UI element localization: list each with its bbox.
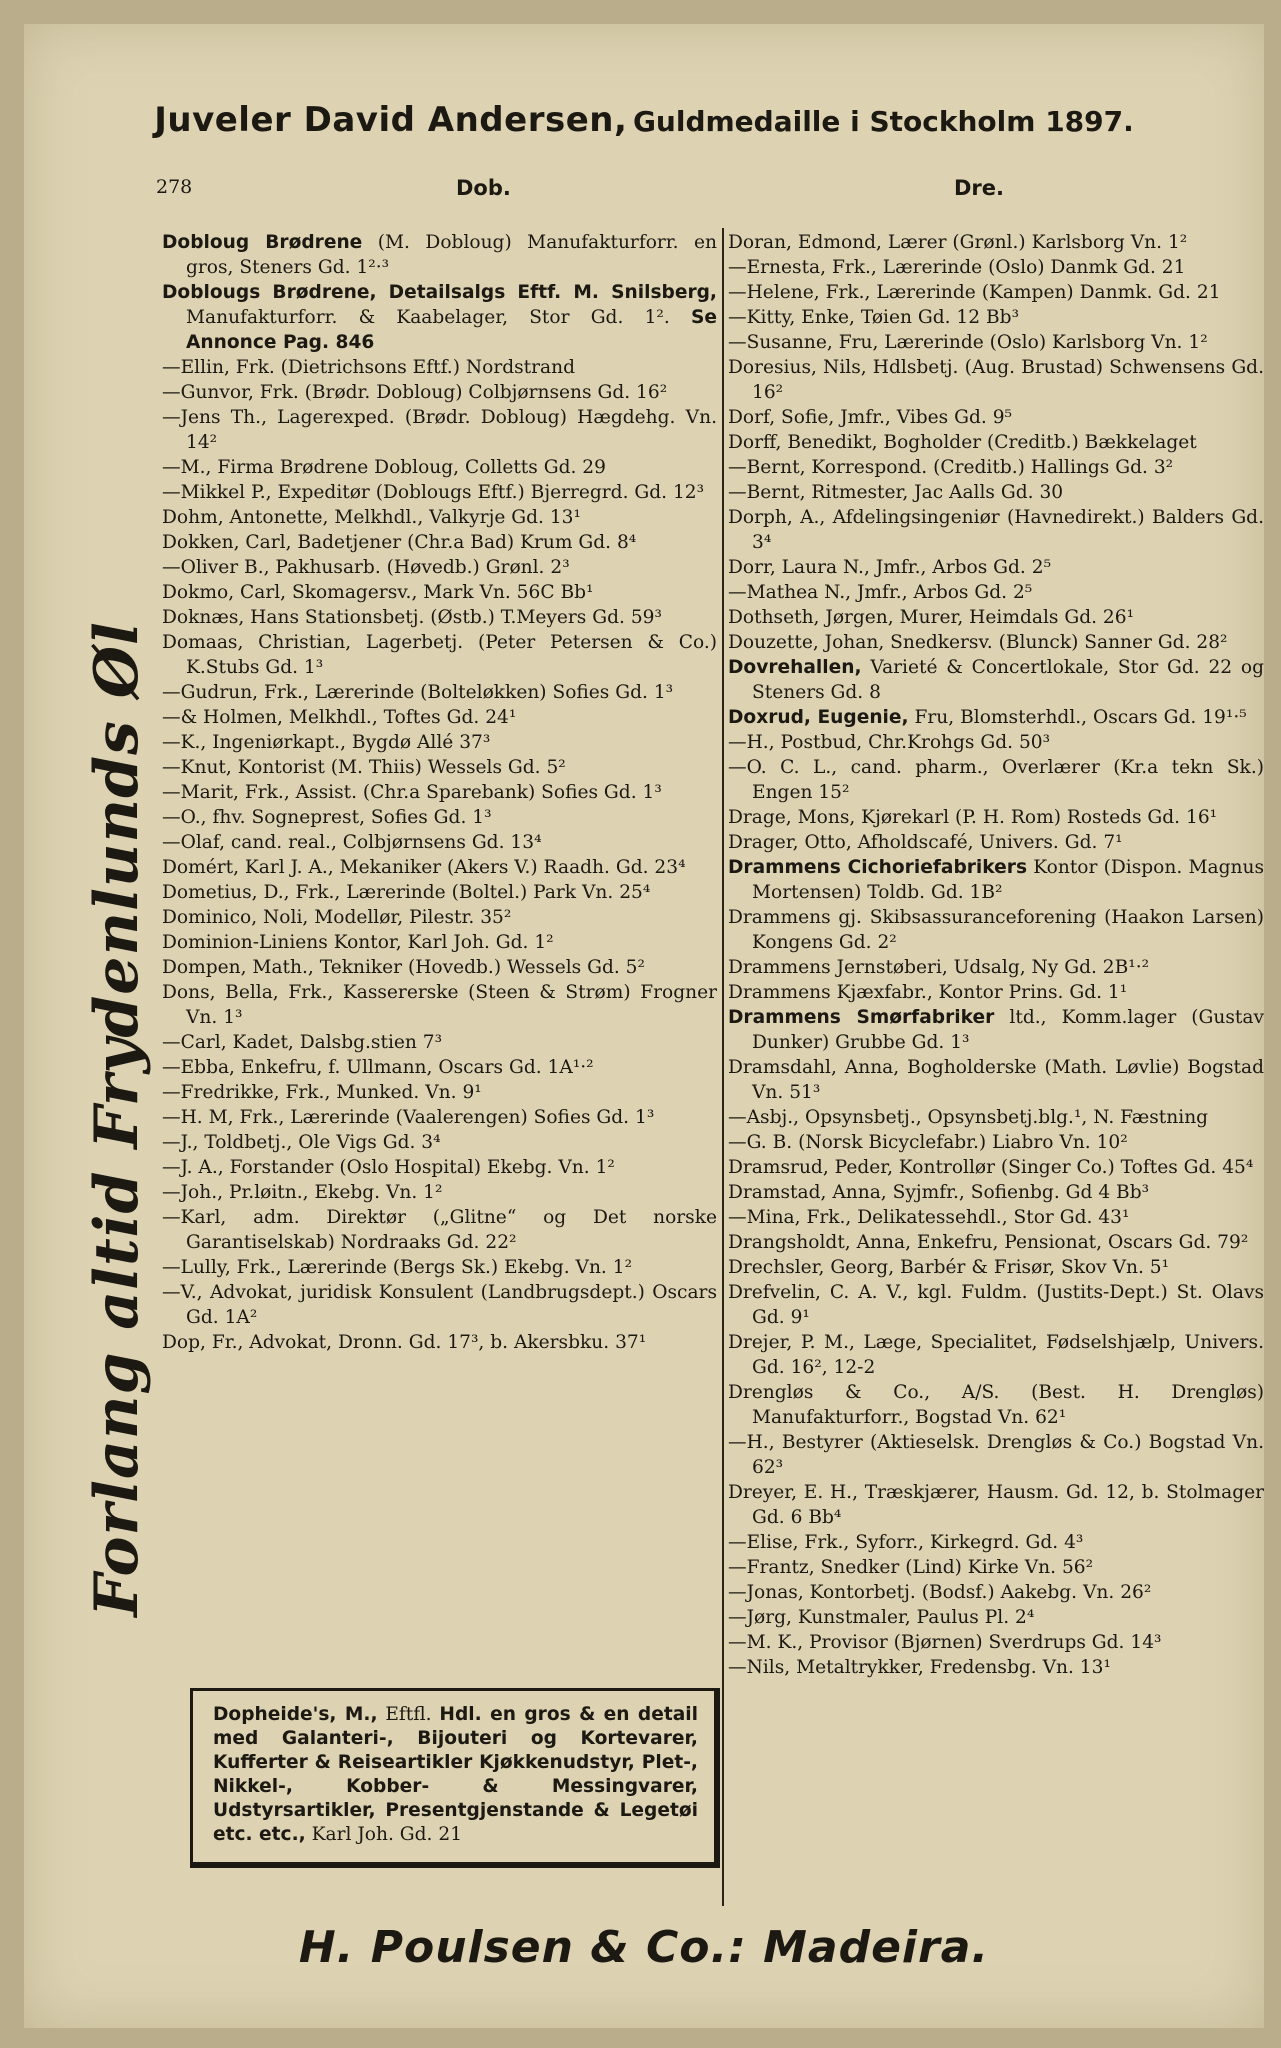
entry-text: Drager, Otto, Afholdscafé, Univers. Gd. 7¹ [728,832,1123,853]
directory-entry [162,1055,717,1080]
directory-entry [162,1080,717,1105]
directory-entry [162,530,717,555]
directory-entry [728,655,1264,705]
directory-entry [728,580,1264,605]
directory-entry [728,955,1264,980]
entry-reference-bold: Se Annonce Pag. 846 [186,307,717,353]
entry-text: —M., Firma Brødrene Dobloug, Colletts Gd. 29 [162,457,606,478]
entry-text: Fru, Blomsterhdl., Oscars Gd. 19¹·⁵ [908,707,1247,728]
directory-entry [162,1330,717,1355]
entry-text: (M. Dobloug) Manufakturforr. en gros, Steners Gd. 1²·³ [186,232,717,278]
entry-text: —Ebba, Enkefru, f. Ullmann, Oscars Gd. 1A¹·² [162,1057,594,1078]
entry-text: Dramsrud, Peder, Kontrollør (Singer Co.) Toftes Gd. 45⁴ [728,1157,1254,1178]
directory-entry [728,830,1264,855]
directory-entry [728,1530,1264,1555]
entry-text: —J., Toldbetj., Ole Vigs Gd. 3⁴ [162,1132,441,1153]
entry-text: Doran, Edmond, Lærer (Grønl.) Karlsborg Vn. 1² [728,232,1188,253]
entry-text: Dometius, D., Frk., Lærerinde (Boltel.) Park Vn. 25⁴ [162,882,651,903]
directory-entry [728,505,1264,555]
entry-text: —K., Ingeniørkapt., Bygdø Allé 37³ [162,732,491,753]
entry-text: —Mikkel P., Expeditør (Doblougs Eftf.) Bjerregrd. Gd. 12³ [162,482,705,503]
entry-text: Drammens Kjæxfabr., Kontor Prins. Gd. 1¹ [728,982,1128,1003]
directory-entry [728,305,1264,330]
directory-entry [728,805,1264,830]
entry-text: —Oliver B., Pakhusarb. (Høvedb.) Grønl. 2³ [162,557,570,578]
entry-text: —Marit, Frk., Assist. (Chr.a Sparebank) Sofies Gd. 1³ [162,782,662,803]
directory-entry [728,905,1264,955]
entry-name-bold: Dobloug Brødrene [162,232,363,253]
entry-name-bold: Doxrud, Eugenie, [728,707,909,728]
directory-entry [728,1205,1264,1230]
directory-entry [162,630,717,680]
directory-entry [162,905,717,930]
directory-entry [728,430,1264,455]
directory-entry [728,405,1264,430]
directory-entry [162,1030,717,1055]
entry-text: —H., Postbud, Chr.Krohgs Gd. 50³ [728,732,1051,753]
directory-entry [728,730,1264,755]
directory-entry [728,1155,1264,1180]
directory-entry [728,330,1264,355]
banner-right: Guldmedaille i Stockholm 1897. [632,105,1134,138]
entry-text: —V., Advokat, juridisk Konsulent (Landbrugsdept.) Oscars Gd. 1A² [162,1282,717,1328]
directory-entry [162,455,717,480]
entry-text: —Karl, adm. Direktør („Glitne“ og Det norske Garantiselskab) Nordraaks Gd. 22² [162,1207,717,1253]
entry-text: —Joh., Pr.løitn., Ekebg. Vn. 1² [162,1182,443,1203]
entry-text: Dorr, Laura N., Jmfr., Arbos Gd. 2⁵ [728,557,1052,578]
entry-text: Dothseth, Jørgen, Murer, Heimdals Gd. 26¹ [728,607,1135,628]
directory-entry [162,355,717,380]
directory-entry [728,855,1264,905]
side-advert [82,614,152,1624]
directory-entry [162,780,717,805]
directory-entry [162,880,717,905]
entry-text: Drangsholdt, Anna, Enkefru, Pensionat, Oscars Gd. 79² [728,1232,1249,1253]
directory-entry [728,605,1264,630]
directory-entry [162,1280,717,1330]
directory-entry [728,230,1264,255]
entry-text: —Asbj., Opsynsbetj., Opsynsbetj.blg.¹, N. Fæstning [728,1107,1209,1128]
directory-entry [162,680,717,705]
entry-text: Drechsler, Georg, Barbér & Frisør, Skov Vn. 5¹ [728,1257,1170,1278]
entry-text: —Carl, Kadet, Dalsbg.stien 7³ [162,1032,443,1053]
ad-bold-1: Dopheide's, M., [213,1704,378,1725]
entry-text: —Jørg, Kunstmaler, Paulus Pl. 2⁴ [728,1607,1035,1628]
directory-entry [162,1105,717,1130]
directory-entry [728,255,1264,280]
entry-text: Dons, Bella, Frk., Kassererske (Steen & Strøm) Frogner Vn. 1³ [162,982,717,1028]
entry-text: Domért, Karl J. A., Mekaniker (Akers V.) Raadh. Gd. 23⁴ [162,857,686,878]
entry-text: —Gunvor, Frk. (Brødr. Dobloug) Colbjørnsens Gd. 16² [162,382,668,403]
entry-text: Drammens Jernstøberi, Udsalg, Ny Gd. 2B¹·² [728,957,1150,978]
directory-entry [728,1180,1264,1205]
directory-entry [162,580,717,605]
directory-entry [162,830,717,855]
entry-text: Dompen, Math., Tekniker (Hovedb.) Wessels Gd. 5² [162,957,645,978]
page-number: 278 [156,176,193,198]
right-column [728,230,1264,1680]
left-column [162,230,717,1355]
directory-entry [162,480,717,505]
directory-entry [728,1555,1264,1580]
entry-text: —Kitty, Enke, Tøien Gd. 12 Bb³ [728,307,1020,328]
directory-entry [162,705,717,730]
directory-entry [728,1055,1264,1105]
entry-text: —Bernt, Ritmester, Jac Aalls Gd. 30 [728,482,1064,503]
entry-name-bold: Doblougs Brødrene, Detailsalgs Eftf. M. Snilsberg, [162,282,717,303]
entry-name-bold: Dovrehallen, [728,657,862,678]
entry-text: —Ernesta, Frk., Lærerinde (Oslo) Danmk Gd. 21 [728,257,1186,278]
directory-entry [728,480,1264,505]
directory-entry [162,980,717,1030]
directory-entry [728,1580,1264,1605]
entry-text: Drammens gj. Skibsassuranceforening (Haakon Larsen) Kongens Gd. 2² [728,907,1264,953]
entry-name-bold: Drammens Cichoriefabrikers [728,857,1028,878]
entry-text: Dorff, Benedikt, Bogholder (Creditb.) Bækkelaget [728,432,1197,453]
directory-entry [728,630,1264,655]
entry-text: Drengløs & Co., A/S. (Best. H. Drengløs) Manufakturforr., Bogstad Vn. 62¹ [728,1382,1264,1428]
entry-text: —O., fhv. Sogneprest, Sofies Gd. 1³ [162,807,492,828]
entry-text: Dominico, Noli, Modellør, Pilestr. 35² [162,907,512,928]
entry-text: —Olaf, cand. real., Colbjørnsens Gd. 13⁴ [162,832,542,853]
directory-entry [728,1430,1264,1480]
directory-entry [162,1155,717,1180]
directory-entry [162,1130,717,1155]
bottom-banner-advert: H. Poulsen & Co.: Madeira. [298,1922,990,1973]
entry-text: —Bernt, Korrespond. (Creditb.) Hallings Gd. 3² [728,457,1174,478]
directory-entry [162,755,717,780]
directory-page [24,24,1264,2028]
entry-text: —Helene, Frk., Lærerinde (Kampen) Danmk. Gd. 21 [728,282,1221,303]
right-guide-word: Dre. [954,176,1005,200]
entry-text: Doknæs, Hans Stationsbetj. (Østb.) T.Meyers Gd. 59³ [162,607,662,628]
entry-text: —Jonas, Kontorbetj. (Bodsf.) Aakebg. Vn. 26² [728,1582,1152,1603]
directory-entry [162,1255,717,1280]
entry-text: Dokmo, Carl, Skomagersv., Mark Vn. 56C Bb¹ [162,582,594,603]
entry-text: Dreyer, E. H., Træskjærer, Hausm. Gd. 12, b. Stolmager Gd. 6 Bb⁴ [728,1482,1264,1528]
entry-text: ltd., Komm.lager (Gustav Dunker) Grubbe Gd. 1³ [752,1007,1264,1053]
directory-entry [162,730,717,755]
directory-entry [728,1280,1264,1330]
entry-text: —H., Bestyrer (Aktieselsk. Drengløs & Co.) Bogstad Vn. 62³ [728,1432,1264,1478]
banner-left: Juveler David Andersen, [154,100,628,140]
entry-text: —Mathea N., Jmfr., Arbos Gd. 2⁵ [728,582,1033,603]
left-guide-word: Dob. [456,176,511,200]
entry-text: —J. A., Forstander (Oslo Hospital) Ekebg. Vn. 1² [162,1157,615,1178]
top-banner-advert [24,100,1264,140]
directory-entry [728,1255,1264,1280]
directory-entry [728,1230,1264,1255]
ad-text-1: Eftfl. [377,1704,440,1725]
entry-text: —Lully, Frk., Lærerinde (Bergs Sk.) Ekebg. Vn. 1² [162,1257,633,1278]
entry-text: Doresius, Nils, Hdlsbetj. (Aug. Brustad) Schwensens Gd. 16² [728,357,1264,403]
directory-entry [728,1605,1264,1630]
side-advert-text: Forlang altid Frydenlunds Øl [82,621,152,1617]
directory-entry [162,1205,717,1255]
dopheide-advert-box [190,1688,720,1868]
entry-text: —Jens Th., Lagerexped. (Brødr. Dobloug) Hægdehg. Vn. 14² [162,407,717,453]
directory-entry [162,280,717,355]
directory-entry [728,555,1264,580]
directory-entry [162,955,717,980]
entry-text: —O. C. L., cand. pharm., Overlærer (Kr.a tekn Sk.) Engen 15² [728,757,1264,803]
directory-entry [728,1130,1264,1155]
column-divider [722,228,724,1906]
entry-text: Drejer, P. M., Læge, Specialitet, Fødselshjælp, Univers. Gd. 16², 12-2 [728,1332,1264,1378]
directory-entry [728,1480,1264,1530]
directory-entry [162,505,717,530]
entry-text: Dohm, Antonette, Melkhdl., Valkyrje Gd. 13¹ [162,507,581,528]
entry-text: Douzette, Johan, Snedkersv. (Blunck) Sanner Gd. 28² [728,632,1228,653]
entry-text: Varieté & Concertlokale, Stor Gd. 22 og Steners Gd. 8 [752,657,1264,703]
directory-entry [728,280,1264,305]
entry-text: Kontor (Dispon. Magnus Mortensen) Toldb. Gd. 1B² [752,857,1265,903]
directory-entry [162,605,717,630]
directory-entry [162,855,717,880]
ad-bold-2: Hdl. en gros & en detail med Galanteri-, Bijouteri og Kortevarer, Kufferter & Reiseartikler Kjøkkenudstyr, Plet-, Nikkel-, Kobber- & Messingvarer, Udstyrsartikler, Presentgjenstande & Legetøi etc. etc., [213,1704,699,1845]
entry-text: —Gudrun, Frk., Lærerinde (Bolteløkken) Sofies Gd. 1³ [162,682,674,703]
entry-text: —Knut, Kontorist (M. Thiis) Wessels Gd. 5² [162,757,566,778]
directory-entry [162,230,717,280]
ad-text-2: Karl Joh. Gd. 21 [305,1824,463,1845]
directory-entry [728,455,1264,480]
entry-text: Dokken, Carl, Badetjener (Chr.a Bad) Krum Gd. 8⁴ [162,532,637,553]
directory-entry [162,555,717,580]
entry-text: Drage, Mons, Kjørekarl (P. H. Rom) Rosteds Gd. 16¹ [728,807,1218,828]
entry-text: —M. K., Provisor (Bjørnen) Sverdrups Gd. 14³ [728,1632,1162,1653]
directory-entry [728,355,1264,405]
directory-entry [728,980,1264,1005]
entry-text: —Ellin, Frk. (Dietrichsons Eftf.) Nordstrand [162,357,575,378]
entry-text: —Fredrikke, Frk., Munked. Vn. 9¹ [162,1082,482,1103]
directory-entry [162,380,717,405]
entry-text: Domaas, Christian, Lagerbetj. (Peter Petersen & Co.) K.Stubs Gd. 1³ [162,632,717,678]
entry-text: Dramstad, Anna, Syjmfr., Sofienbg. Gd 4 Bb³ [728,1182,1150,1203]
directory-entry [728,755,1264,805]
entry-text: Dorph, A., Afdelingsingeniør (Havnedirekt.) Balders Gd. 3⁴ [728,507,1264,553]
entry-text: Dop, Fr., Advokat, Dronn. Gd. 17³, b. Akersbku. 37¹ [162,1332,647,1353]
directory-entry [728,1005,1264,1055]
entry-text: —G. B. (Norsk Bicyclefabr.) Liabro Vn. 10² [728,1132,1128,1153]
directory-entry [162,405,717,455]
entry-text: Manufakturforr. & Kaabelager, Stor Gd. 1². [186,307,691,328]
entry-text: —& Holmen, Melkhdl., Toftes Gd. 24¹ [162,707,517,728]
directory-entry [728,1380,1264,1430]
directory-entry [162,805,717,830]
entry-text: —Nils, Metaltrykker, Fredensbg. Vn. 13¹ [728,1657,1111,1678]
entry-text: —Frantz, Snedker (Lind) Kirke Vn. 56² [728,1557,1094,1578]
entry-text: —Mina, Frk., Delikatessehdl., Stor Gd. 43¹ [728,1207,1130,1228]
directory-entry [728,1630,1264,1655]
entry-text: Dorf, Sofie, Jmfr., Vibes Gd. 9⁵ [728,407,1012,428]
directory-entry [162,930,717,955]
entry-text: Drefvelin, C. A. V., kgl. Fuldm. (Justits-Dept.) St. Olavs Gd. 9¹ [728,1282,1264,1328]
entry-text: —Susanne, Fru, Lærerinde (Oslo) Karlsborg Vn. 1² [728,332,1208,353]
entry-text: —H. M, Frk., Lærerinde (Vaalerengen) Sofies Gd. 1³ [162,1107,655,1128]
running-head [156,176,1204,206]
directory-entry [728,1655,1264,1680]
entry-text: Dramsdahl, Anna, Bogholderske (Math. Løvlie) Bogstad Vn. 51³ [728,1057,1264,1103]
entry-text: Dominion-Liniens Kontor, Karl Joh. Gd. 1² [162,932,554,953]
entry-name-bold: Drammens Smørfabriker [728,1007,995,1028]
directory-entry [728,1330,1264,1380]
entry-text: —Elise, Frk., Syforr., Kirkegrd. Gd. 4³ [728,1532,1084,1553]
directory-entry [728,705,1264,730]
directory-entry [162,1180,717,1205]
directory-entry [728,1105,1264,1130]
